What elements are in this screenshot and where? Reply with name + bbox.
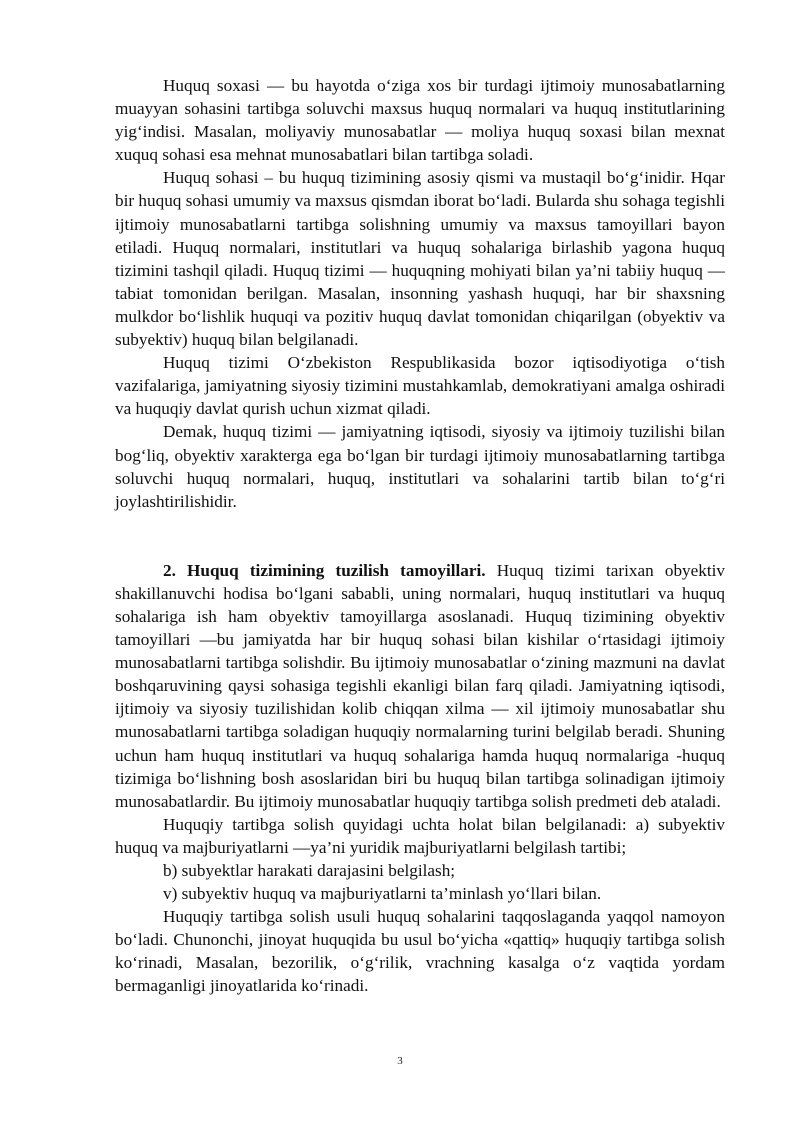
paragraph-9: Huquqiy tartibga solish usuli huquq sohalarini taqqoslaganda yaqqol namoyon bo‘ladi. Chunonchi, jinoyat huquqida bu usul bo‘yicha «qattiq» huquqiy tartibga solish ko‘rinadi, Masalan, bezorilik, o‘g‘rilik, vrachning kasalga o‘z vaqtida yordam bermaganligi jinoyatlarida ko‘rinadi. [115, 907, 725, 996]
page-number: 3 [397, 1055, 403, 1067]
paragraph-1: Huquq soxasi — bu hayotda o‘ziga xos bir turdagi ijtimoiy munosabatlarning muayyan sohasini tartibga soluvchi maxsus huquq normalari va huquq institutlarining yig‘indisi. Masalan, moliyaviy munosabatlar — moliya huquq soxasi bilan mexnat xuquq sohasi esa mehnat munosabatlari bilan tartibga soladi. [115, 76, 725, 165]
section-gap [115, 513, 725, 559]
section-2-intro: Huquq tizimi tarixan obyektiv shakillanuvchi hodisa bo‘lgani sababli, uning normalari, huquq institutlari va huquq sohalariga ish ham obyektiv tamoyillarga asoslanadi. Huquq tizimining obyektiv tamoyillari —bu jamiyatda har bir huquq sohasi bilan kishilar o‘rtasidagi ijtimoiy munosabatlarni tartibga solishdir. Bu ijtimoiy munosabatlar o‘zining mazmuni na davlat boshqaruvining qaysi sohasiga tegishli ekanligi bilan farq qiladi. Jamiyatning iqtisodi, ijtimoiy va siyosiy tuzilishidan kolib chiqqan xilma — xil ijtimoiy munosabatlar shu munosabatlarni tartibga soladigan huquqiy normalarning turini belgilab beradi. Shuning uchun ham huquq institutlari va huquq sohalariga hamda huquq normalariga -huquq tizimiga bo‘lishning bosh asoslaridan biri bu huquq bilan tartibga solinadigan ijtimoiy munosabatlardir. Bu ijtimoiy munosabatlar huquqiy tartibga solish predmeti deb ataladi. [115, 560, 725, 811]
document-page [115, 74, 725, 998]
paragraph-6: Huquqiy tartibga solish quyidagi uchta holat bilan belgilanadi: a) subyektiv huquq va majburiyatlarni —ya’ni yuridik majburiyatlarni belgilash tartibi; [115, 814, 725, 857]
paragraph-4: Demak, huquq tizimi — jamiyatning iqtisodi, siyosiy va ijtimoiy tuzilishi bilan bog‘liq, obyektiv xarakterga ega bo‘lgan bir turdagi ijtimoiy munosabatlarning tartibga soluvchi huquq normalari, huquq, institutlari va sohalarini tartib bilan to‘g‘ri joylashtirilishidir. [115, 422, 725, 511]
paragraph-2: Huquq sohasi – bu huquq tizimining asosiy qismi va mustaqil bo‘g‘inidir. Hqar bir huquq sohasi umumiy va maxsus qismdan iborat bo‘ladi. Bularda shu sohaga tegishli ijtimoiy munosabatlarni tartibga solishning umumiy va maxsus tamoyillari bayon etiladi. Huquq normalari, institutlari va huquq sohalariga birlashib yagona huquq tizimini tashqil qiladi. Huquq tizimi — huquqning mohiyati bilan ya’ni tabiiy huquq — tabiat tomonidan berilgan. Masalan, insonning yashash huquqi, har bir shaxsning mulkdor bo‘lishlik huquqi va pozitiv huquq davlat tomonidan chiqarilgan (obyektiv va subyektiv) huquq bilan belgilanadi. [115, 168, 725, 350]
paragraph-3: Huquq tizimi O‘zbekiston Respublikasida bozor iqtisodiyotiga o‘tish vazifalariga, jamiyatning siyosiy tizimini mustahkamlab, demokratiyani amalga oshiradi va huquqiy davlat qurish uchun xizmat qiladi. [115, 353, 725, 419]
section-2-heading: 2. Huquq tizimining tuzilish tamoyillari. [163, 560, 486, 580]
section-2-paragraph [115, 559, 725, 813]
list-item-b: b) subyektlar harakati darajasini belgilash; [163, 861, 456, 880]
list-item-v: v) subyektiv huquq va majburiyatlarni ta’minlash yo‘llari bilan. [163, 884, 602, 904]
